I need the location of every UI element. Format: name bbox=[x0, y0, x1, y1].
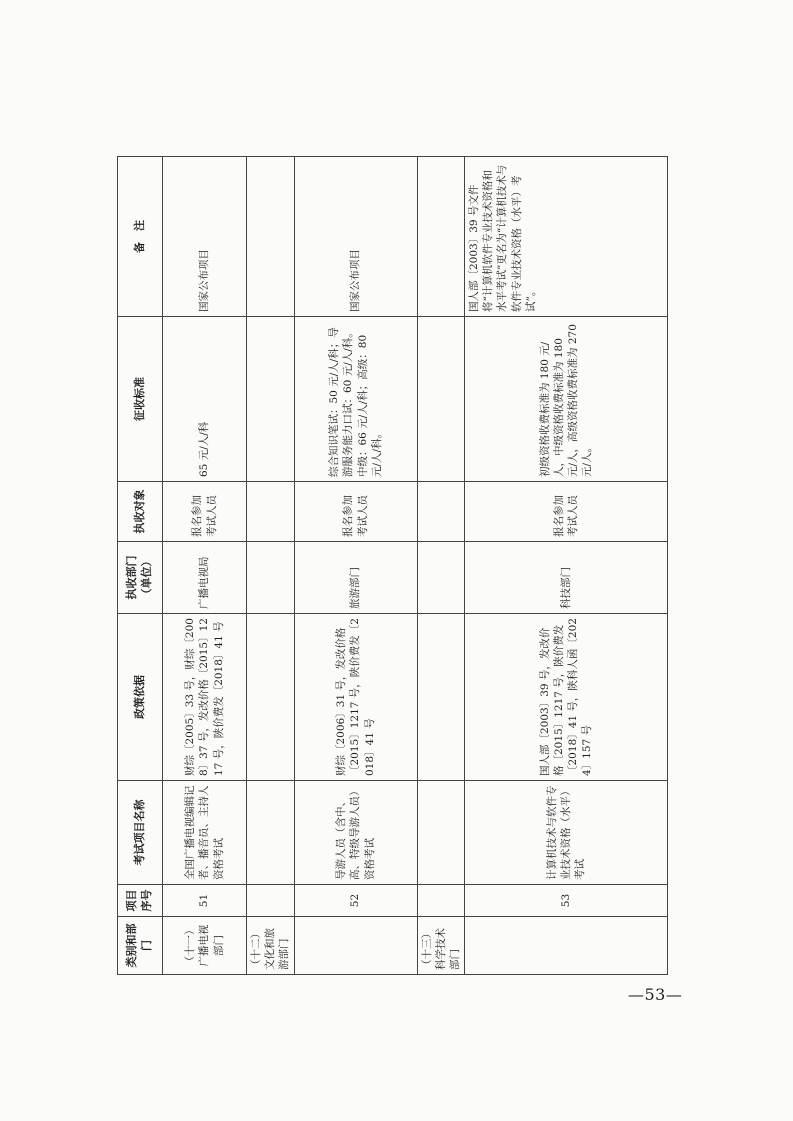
standard-cell bbox=[417, 317, 465, 482]
category-cell bbox=[294, 917, 417, 975]
category-cell: （十二）文化和旅游部门 bbox=[247, 917, 295, 975]
table-row bbox=[247, 157, 295, 975]
item-no-cell: 51 bbox=[163, 885, 247, 917]
standard-cell: 65 元/人/科 bbox=[163, 317, 247, 482]
table-row bbox=[294, 157, 417, 975]
category-cell: （十一）广播电视部门 bbox=[163, 917, 247, 975]
remarks-cell bbox=[417, 157, 465, 317]
exam-name-cell: 全国广播电视编辑记者、播音员、主持人资格考试 bbox=[163, 781, 247, 885]
target-cell: 报名参加考试人员 bbox=[294, 482, 417, 542]
header-remarks: 备 注 bbox=[118, 157, 163, 317]
target-cell: 报名参加考试人员 bbox=[163, 482, 247, 542]
dept-cell: 广播电视局 bbox=[163, 542, 247, 614]
item-no-cell: 52 bbox=[294, 885, 417, 917]
header-policy: 政策依据 bbox=[118, 614, 163, 781]
remarks-cell: 国人部〔2003〕39 号文件将“计算机软件专业技术资格和水平考试”更名为“计算机技术与软件专业技术资格（水平）考试”。 bbox=[465, 157, 668, 317]
header-item-no: 项目序号 bbox=[118, 885, 163, 917]
dept-cell: 科技部门 bbox=[465, 542, 668, 614]
remarks-cell: 国家公布项目 bbox=[294, 157, 417, 317]
policy-cell: 财综〔2005〕33 号，财综〔2008〕37 号，发改价格〔2015〕1217 号，陕价费发〔2018〕41 号 bbox=[163, 614, 247, 781]
header-row bbox=[118, 157, 163, 975]
policy-cell: 国人部〔2003〕39 号，发改价格〔2015〕1217 号，陕价费发〔2018〕41 号，陕科人函〔2024〕157 号 bbox=[465, 614, 668, 781]
policy-cell: 财综〔2006〕31 号，发改价格〔2015〕1217 号，陕价费发〔2018〕41 号 bbox=[294, 614, 417, 781]
standard-cell: 综合知识笔试：50 元/人/科；导游服务能力口试：60 元/人/科。中级：66 元/人/科；高级：80 元/人/科。 bbox=[294, 317, 417, 482]
header-target: 执收对象 bbox=[118, 482, 163, 542]
policy-cell bbox=[417, 614, 465, 781]
header-standard: 征收标准 bbox=[118, 317, 163, 482]
exam-name-cell bbox=[417, 781, 465, 885]
fee-table bbox=[117, 156, 668, 975]
exam-name-cell: 导游人员（含中、高、特级导游人员）资格考试 bbox=[294, 781, 417, 885]
dept-cell bbox=[247, 542, 295, 614]
target-cell bbox=[247, 482, 295, 542]
rotated-table-container bbox=[117, 157, 657, 975]
header-category: 类别和部门 bbox=[118, 917, 163, 975]
table-row bbox=[417, 157, 465, 975]
dept-cell: 旅游部门 bbox=[294, 542, 417, 614]
exam-name-cell bbox=[247, 781, 295, 885]
item-no-cell bbox=[417, 885, 465, 917]
page-number: —53— bbox=[628, 985, 683, 1004]
header-exam-name: 考试项目名称 bbox=[118, 781, 163, 885]
standard-cell: 初级资格收费标准为 180 元/人，中级资格收费标准为 180 元/人，高级资格收费标准为 270 元/人。 bbox=[465, 317, 668, 482]
dept-cell bbox=[417, 542, 465, 614]
exam-name-cell: 计算机技术与软件专业技术资格（水平）考试 bbox=[465, 781, 668, 885]
remarks-cell bbox=[247, 157, 295, 317]
target-cell: 报名参加考试人员 bbox=[465, 482, 668, 542]
table-row bbox=[163, 157, 247, 975]
header-dept: 执收部门（单位） bbox=[118, 542, 163, 614]
category-cell bbox=[465, 917, 668, 975]
target-cell bbox=[417, 482, 465, 542]
item-no-cell bbox=[247, 885, 295, 917]
table-row bbox=[465, 157, 668, 975]
policy-cell bbox=[247, 614, 295, 781]
remarks-cell: 国家公布项目 bbox=[163, 157, 247, 317]
category-cell: （十三）科学技术部门 bbox=[417, 917, 465, 975]
standard-cell bbox=[247, 317, 295, 482]
item-no-cell: 53 bbox=[465, 885, 668, 917]
